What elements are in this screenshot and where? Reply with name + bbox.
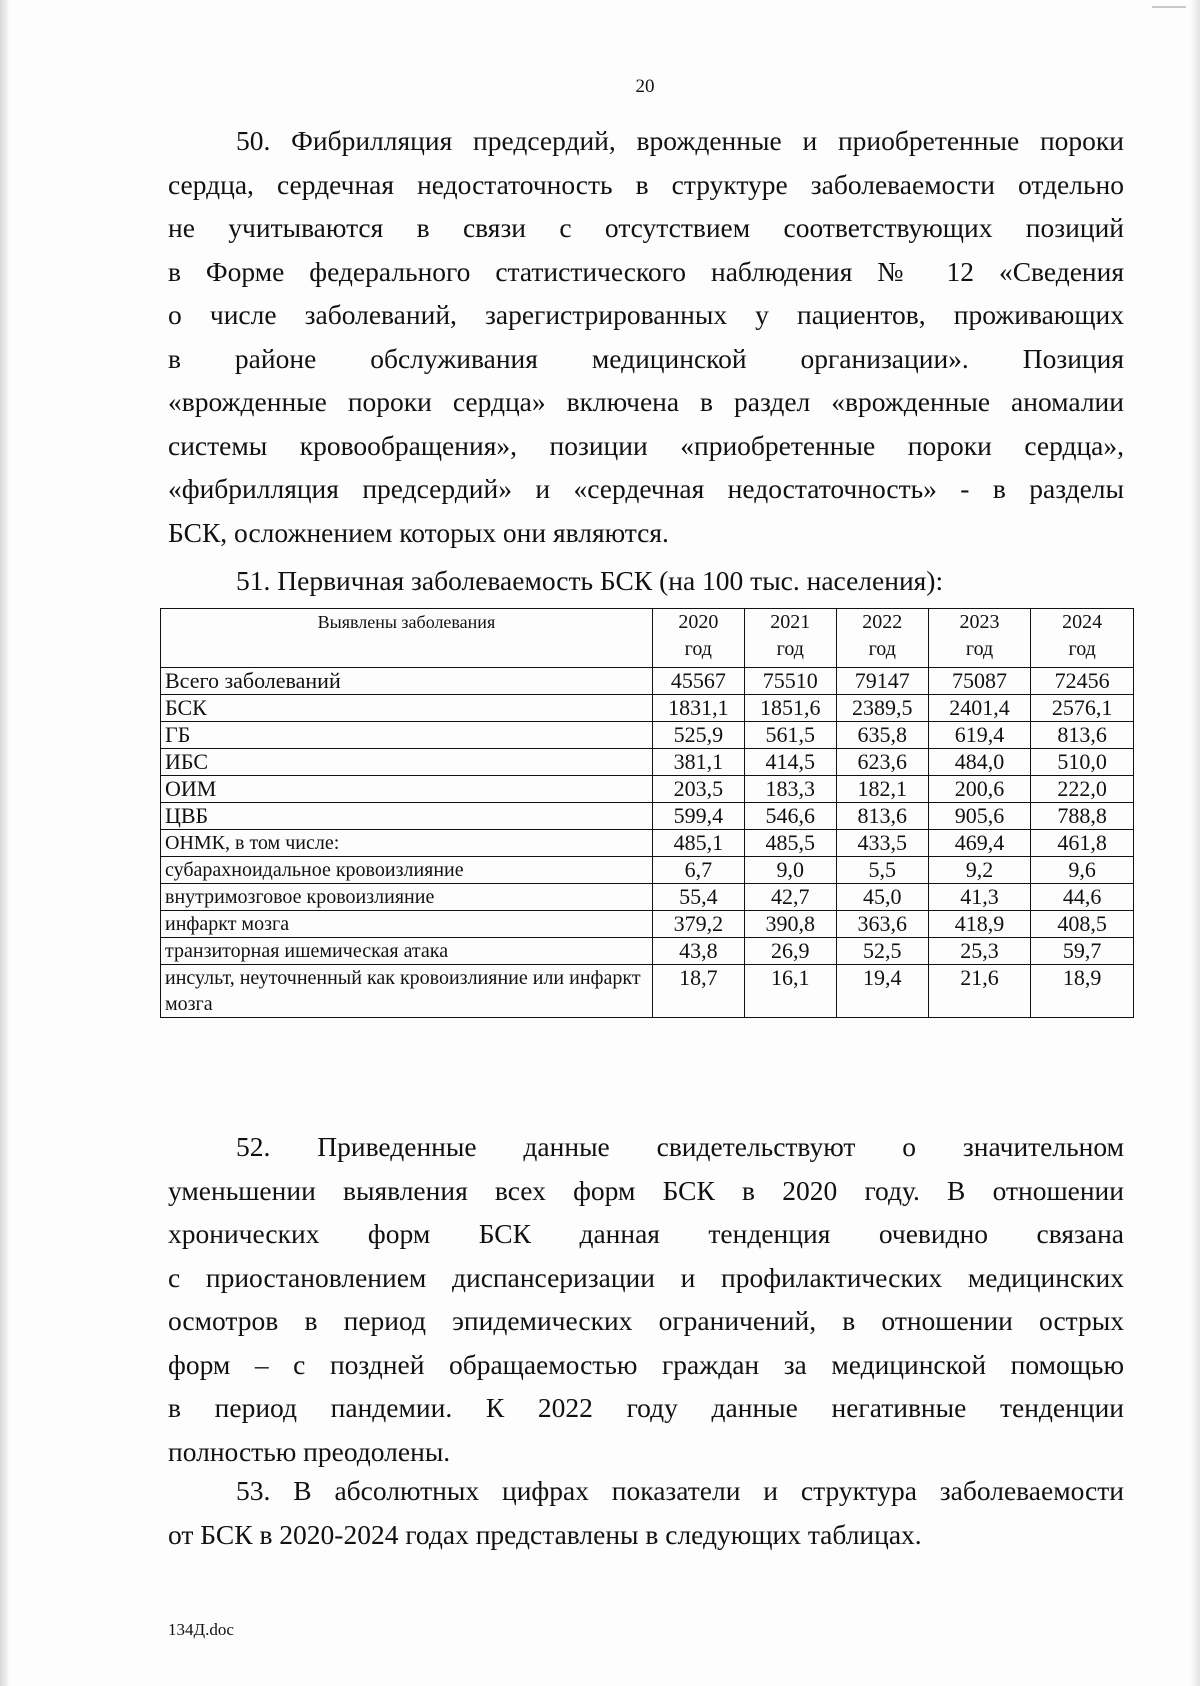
row-label: ОИМ: [161, 776, 653, 803]
row-value: 414,5: [744, 749, 836, 776]
row-value: 433,5: [836, 830, 928, 857]
row-value: 561,5: [744, 722, 836, 749]
row-label: ГБ: [161, 722, 653, 749]
text-line: 52. Приведенные данные свидетельствуют о значительном: [236, 1131, 1124, 1162]
row-value: 485,5: [744, 830, 836, 857]
row-value: 510,0: [1031, 749, 1134, 776]
table-header-row: [161, 609, 1134, 668]
row-value: 200,6: [928, 776, 1031, 803]
row-value: 2576,1: [1031, 695, 1134, 722]
table-row: [161, 938, 1134, 965]
row-label: инсульт, неуточненный как кровоизлияние или инфаркт мозга: [161, 965, 653, 1018]
row-value: 469,4: [928, 830, 1031, 857]
row-value: 182,1: [836, 776, 928, 803]
row-value: 9,2: [928, 857, 1031, 884]
table-row: [161, 911, 1134, 938]
text-line: БСК, осложнением которых они являются.: [168, 516, 669, 548]
row-value: 813,6: [1031, 722, 1134, 749]
header-year: 2022: [862, 611, 903, 633]
row-value: 42,7: [744, 884, 836, 911]
row-value: 1851,6: [744, 695, 836, 722]
footer-filename: 134Д.doc: [168, 1620, 234, 1639]
row-value: 9,6: [1031, 857, 1134, 884]
text-line: 53. В абсолютных цифрах показатели и структура заболеваемости: [236, 1475, 1124, 1506]
row-value: 16,1: [744, 965, 836, 1018]
row-label: транзиторная ишемическая атака: [161, 938, 653, 965]
row-value: 484,0: [928, 749, 1031, 776]
row-value: 55,4: [652, 884, 744, 911]
row-value: 43,8: [652, 938, 744, 965]
header-year-2021: [744, 609, 836, 668]
text-line: от БСК в 2020-2024 годах представлены в следующих таблицах.: [168, 1518, 922, 1550]
row-value: 19,4: [836, 965, 928, 1018]
row-value: 418,9: [928, 911, 1031, 938]
row-value: 75087: [928, 668, 1031, 695]
header-unit: год: [868, 638, 896, 660]
incidence-table: [160, 608, 1134, 1018]
row-value: 408,5: [1031, 911, 1134, 938]
text-line: в районе обслуживания медицинской организации». Позиция: [168, 342, 1124, 374]
scan-corner-mark: [1152, 6, 1186, 8]
text-line: в Форме федерального статистического наблюдения № 12 «Сведения: [168, 255, 1124, 287]
table-row: [161, 965, 1134, 1018]
scan-edge-left: [0, 0, 10, 1686]
header-year-2022: [836, 609, 928, 668]
text-line: форм – с поздней обращаемостью граждан за медицинской помощью: [168, 1348, 1124, 1380]
row-value: 26,9: [744, 938, 836, 965]
row-value: 75510: [744, 668, 836, 695]
row-value: 623,6: [836, 749, 928, 776]
row-value: 59,7: [1031, 938, 1134, 965]
header-unit: год: [965, 638, 994, 660]
text-line: полностью преодолены.: [168, 1435, 451, 1467]
paragraph-53: [168, 1469, 1124, 1556]
table-row: [161, 830, 1134, 857]
text-line: осмотров в период эпидемических ограничений, в отношении острых: [168, 1305, 1124, 1336]
table-row: [161, 668, 1134, 695]
row-value: 546,6: [744, 803, 836, 830]
row-label: Всего заболеваний: [161, 668, 653, 695]
table-row: [161, 857, 1134, 884]
row-label: внутримозговое кровоизлияние: [161, 884, 653, 911]
row-label: ОНМК, в том числе:: [161, 830, 653, 857]
row-value: 18,9: [1031, 965, 1134, 1018]
table-caption: 51. Первичная заболеваемость БСК (на 100 тыс. населения):: [236, 565, 944, 596]
row-value: 905,6: [928, 803, 1031, 830]
row-value: 21,6: [928, 965, 1031, 1018]
header-unit: год: [1068, 638, 1096, 660]
row-value: 390,8: [744, 911, 836, 938]
text-line: системы кровообращения», позиции «приобретенные пороки сердца»,: [168, 429, 1124, 461]
row-label: инфаркт мозга: [161, 911, 653, 938]
row-value: 381,1: [652, 749, 744, 776]
row-value: 6,7: [652, 857, 744, 884]
text-line: «фибрилляция предсердий» и «сердечная недостаточность» - в разделы: [168, 473, 1124, 504]
row-value: 363,6: [836, 911, 928, 938]
text-line: в период пандемии. К 2022 году данные негативные тенденции: [168, 1392, 1124, 1423]
row-value: 2389,5: [836, 695, 928, 722]
header-diseases: Выявлены заболевания: [161, 609, 653, 668]
text-line: не учитываются в связи с отсутствием соответствующих позиций: [168, 212, 1124, 243]
row-value: 525,9: [652, 722, 744, 749]
text-line: с приостановлением диспансеризации и профилактических медицинских: [168, 1261, 1124, 1293]
row-label: субарахноидальное кровоизлияние: [161, 857, 653, 884]
table-row: [161, 749, 1134, 776]
row-value: 44,6: [1031, 884, 1134, 911]
header-year: 2023: [959, 611, 1000, 633]
row-value: 45567: [652, 668, 744, 695]
text-line: «врожденные пороки сердца» включена в раздел «врожденные аномалии: [168, 386, 1124, 417]
row-value: 79147: [836, 668, 928, 695]
row-value: 72456: [1031, 668, 1134, 695]
header-year: 2021: [770, 611, 811, 633]
row-value: 25,3: [928, 938, 1031, 965]
table-row: [161, 803, 1134, 830]
text-line: сердца, сердечная недостаточность в структуре заболеваемости отдельно: [168, 168, 1124, 200]
table-row: [161, 722, 1134, 749]
header-year-2020: [652, 609, 744, 668]
table-row: [161, 695, 1134, 722]
header-year-2023: [928, 609, 1031, 668]
scan-edge-right: [1190, 0, 1200, 1686]
row-value: 183,3: [744, 776, 836, 803]
header-year: 2024: [1062, 611, 1103, 633]
row-value: 813,6: [836, 803, 928, 830]
row-label: БСК: [161, 695, 653, 722]
header-year: 2020: [678, 611, 719, 633]
paragraph-52: [168, 1125, 1124, 1473]
header-unit: год: [776, 638, 804, 660]
row-value: 619,4: [928, 722, 1031, 749]
row-value: 1831,1: [652, 695, 744, 722]
text-line: хронических форм БСК данная тенденция очевидно связана: [168, 1218, 1124, 1249]
row-value: 222,0: [1031, 776, 1134, 803]
text-line: уменьшении выявления всех форм БСК в 2020 году. В отношении: [168, 1174, 1124, 1206]
row-value: 9,0: [744, 857, 836, 884]
row-label: ЦВБ: [161, 803, 653, 830]
row-label: ИБС: [161, 749, 653, 776]
row-value: 5,5: [836, 857, 928, 884]
row-value: 52,5: [836, 938, 928, 965]
text-line: о числе заболеваний, зарегистрированных у пациентов, проживающих: [168, 299, 1124, 330]
row-value: 635,8: [836, 722, 928, 749]
table-row: [161, 776, 1134, 803]
page-number: 20: [635, 76, 655, 97]
row-value: 379,2: [652, 911, 744, 938]
table-row: [161, 884, 1134, 911]
paragraph-50: [168, 119, 1124, 554]
header-unit: год: [684, 638, 712, 660]
row-value: 41,3: [928, 884, 1031, 911]
row-value: 2401,4: [928, 695, 1031, 722]
row-value: 203,5: [652, 776, 744, 803]
row-value: 788,8: [1031, 803, 1134, 830]
header-year-2024: [1031, 609, 1134, 668]
row-value: 485,1: [652, 830, 744, 857]
row-value: 599,4: [652, 803, 744, 830]
text-line: 50. Фибрилляция предсердий, врожденные и приобретенные пороки: [236, 125, 1124, 156]
row-value: 18,7: [652, 965, 744, 1018]
row-value: 45,0: [836, 884, 928, 911]
row-value: 461,8: [1031, 830, 1134, 857]
